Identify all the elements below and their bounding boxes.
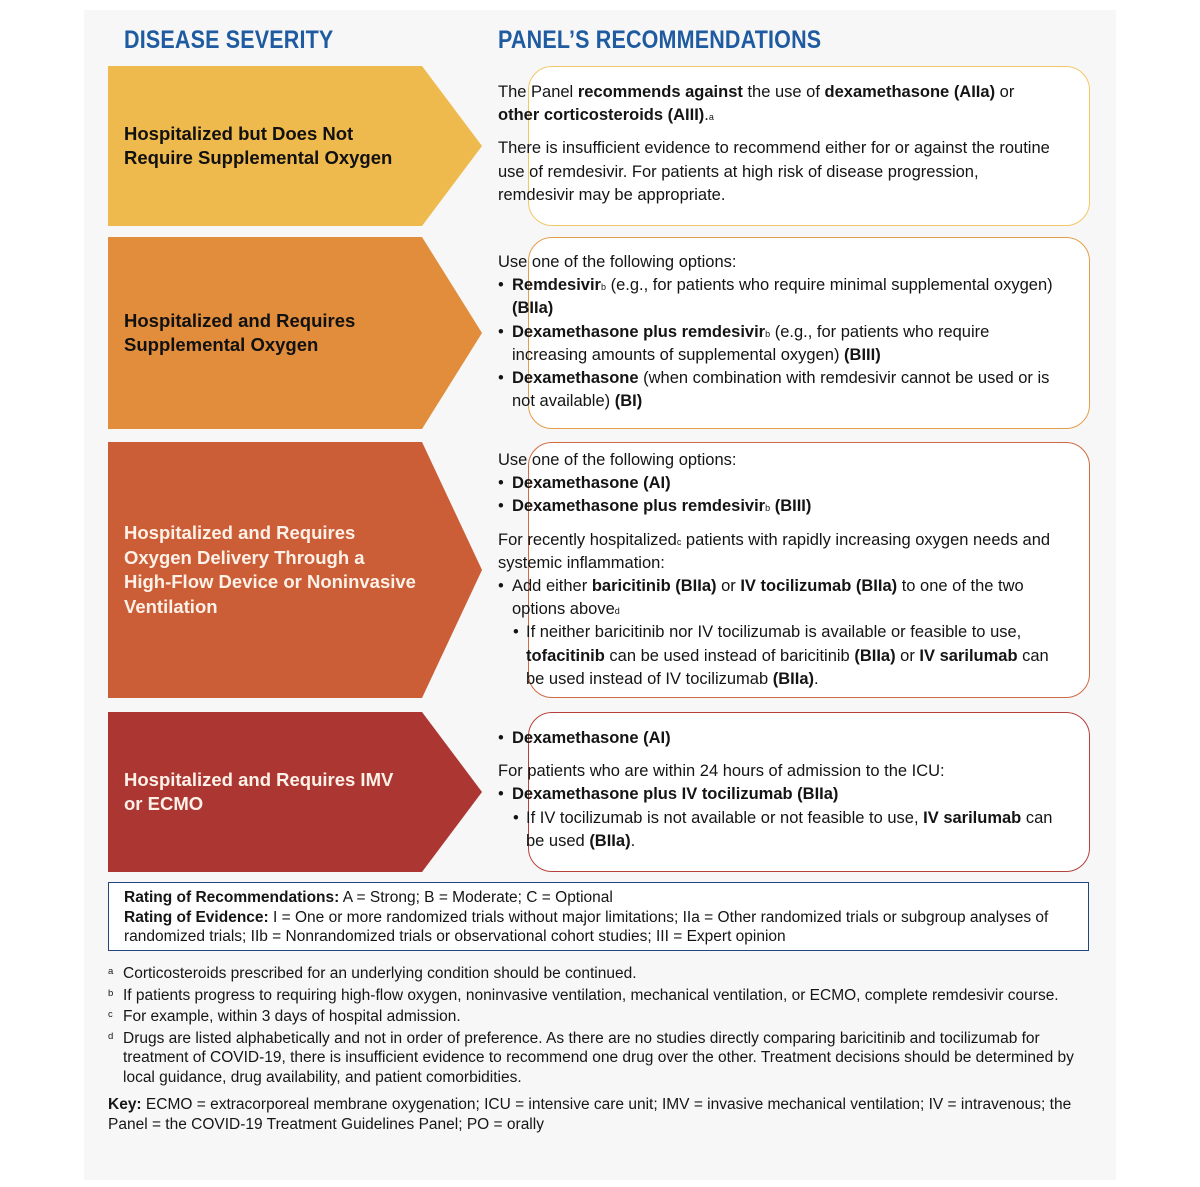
list-item: • Dexamethasone (AI) [498, 472, 1058, 495]
footnote: d Drugs are listed alphabetically and not in order of preference. As there are no studies directly comparing baricitinib and tocilizumab for treatment of COVID-19, there is insufficient evidence to recommend one drug over the other. Treatment decisions should be determined by local guidance, drug availability, and patient comorbidities. [108, 1029, 1074, 1086]
sub-list-item: • If neither baricitinib nor IV tocilizumab is available or feasible to use, tofacitinib can be used instead of baricitinib (BIIa) or IV sarilumab can be used instead of IV tocilizumab (BIIa). [498, 621, 1058, 691]
rec-paragraph: There is insufficient evidence to recommend either for or against the routine use of remdesivir. For patients at high risk of disease progression, remdesivir may be appropriate. [498, 139, 1050, 204]
disease-severity-header: DISEASE SEVERITY [124, 26, 334, 54]
severity-label: Hospitalized but Does Not Require Supplemental Oxygen [124, 122, 393, 168]
list-item: • Add either baricitinib (BIIa) or IV tocilizumab (BIIa) to one of the two options above$^d$ [498, 575, 1058, 621]
list-item: • Dexamethasone (AI) [498, 727, 1058, 750]
footnote: c For example, within 3 days of hospital admission. [108, 1008, 461, 1025]
severity-chevron [108, 66, 482, 226]
severity-label: Hospitalized and Requires Supplemental Oxygen [124, 309, 356, 355]
severity-chevron [108, 442, 482, 698]
severity-chevron [108, 712, 482, 872]
recommendation-text [498, 81, 1058, 207]
list-item: • Dexamethasone plus remdesivir$^b$ (e.g., for patients who require increasing amounts of supplemental oxygen) (BIII) [498, 321, 1058, 367]
severity-label: Hospitalized and Requires Oxygen Delivery Through a High-Flow Device or Noninvasive Ventilation [124, 522, 416, 617]
list-item: • Dexamethasone plus IV tocilizumab (BIIa) [498, 783, 1058, 806]
footnote: a Corticosteroids prescribed for an underlying condition should be continued. [108, 965, 637, 982]
sub-list-item: • If IV tocilizumab is not available or not feasible to use, IV sarilumab can be used (BIIa). [498, 807, 1058, 853]
recommendation-text: • Dexamethasone (AI) For patients who are within 24 hours of admission to the ICU: • Dexamethasone plus IV tocilizumab (BIIa) • If IV tocilizumab is not available or not feasible to use, IV sarilumab can be used (BIIa). [498, 727, 1058, 853]
list-item: • Remdesivir$^b$ (e.g., for patients who require minimal supplemental oxygen) (BIIa) [498, 274, 1058, 320]
severity-label: Hospitalized and Requires IMV or ECMO [124, 768, 394, 814]
rec-paragraph: The Panel recommends against the use of dexamethasone (AIIa) or other corticosteroids (AIII).$^a$ [498, 83, 1015, 125]
panel-recommendations-header: PANEL’S RECOMMENDATIONS [498, 26, 822, 54]
footnote: b If patients progress to requiring high-flow oxygen, noninvasive ventilation, mechanical ventilation, or ECMO, complete remdesivir course. [108, 986, 1059, 1004]
recommendation-text: Use one of the following options: • Dexamethasone (AI) • Dexamethasone plus remdesivir$^b$ (BIII) For recently hospitalized$^c$ patients with rapidly increasing oxygen needs and systemic inflammation: • Add either baricitinib (BIIa) or IV tocilizumab (BIIa) to one of the two options above$^d$ • If neither baricitinib nor IV tocilizumab is available or feasible to use, tofacitinib can be used instead of baricitinib (BIIa) or IV sarilumab can be used instead of IV tocilizumab (BIIa). [498, 449, 1058, 691]
list-item: • Dexamethasone (when combination with remdesivir cannot be used or is not available) (BI) [498, 367, 1058, 413]
abbreviation-key: Key: ECMO = extracorporeal membrane oxygenation; ICU = intensive care unit; IMV = invasive mechanical ventilation; IV = intravenous; the Panel = the COVID-19 Treatment Guidelines Panel; PO = orally [108, 1096, 1072, 1133]
ratings-legend: Rating of Recommendations: A = Strong; B = Moderate; C = Optional Rating of Evidence: I = One or more randomized trials without major limitations; IIa = Other randomized trials or subgroup analyses of randomized trials; IIb = Nonrandomized trials or observational cohort studies; III = Expert opinion [108, 882, 1089, 951]
footnotes [108, 964, 1093, 1134]
list-item: • Dexamethasone plus remdesivir$^b$ (BIII) [498, 495, 1058, 518]
recommendation-text: Use one of the following options: • Remdesivir$^b$ (e.g., for patients who require minimal supplemental oxygen) (BIIa) • Dexamethasone plus remdesivir$^b$ (e.g., for patients who require increasing amounts of supplemental oxygen) (BIII) • Dexamethasone (when combination with remdesivir cannot be used or is not available) (BI) [498, 251, 1058, 413]
severity-chevron [108, 237, 482, 429]
